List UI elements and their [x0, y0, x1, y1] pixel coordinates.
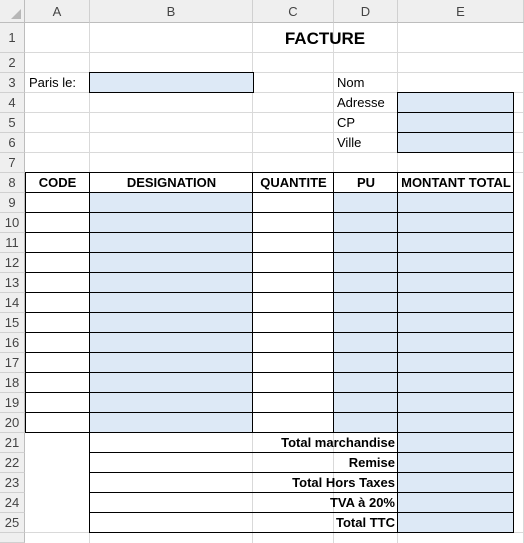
remise-label: Remise	[348, 455, 395, 470]
ville-label: Ville	[337, 135, 362, 150]
client-info-border	[397, 92, 514, 153]
table-border	[333, 172, 334, 433]
table-border	[513, 92, 514, 533]
header-pu: PU	[356, 175, 376, 190]
row-header-7[interactable]: 7	[0, 153, 25, 173]
cell-border	[397, 112, 514, 113]
row-header-22[interactable]: 22	[0, 453, 25, 473]
invoice-title: FACTURE	[284, 29, 366, 48]
header-code: CODE	[38, 175, 77, 190]
row-header-24[interactable]: 24	[0, 493, 25, 513]
row-header-25[interactable]: 25	[0, 513, 25, 533]
row-header-19[interactable]: 19	[0, 393, 25, 413]
row-header-2[interactable]: 2	[0, 53, 25, 73]
table-border	[25, 172, 26, 433]
table-border	[252, 172, 253, 433]
table-border	[25, 312, 514, 313]
row-header-8[interactable]: 8	[0, 173, 25, 193]
tva-label: TVA à 20%	[329, 495, 395, 510]
table-border	[25, 272, 514, 273]
row-header-14[interactable]: 14	[0, 293, 25, 313]
table-border	[25, 232, 514, 233]
table-border	[25, 372, 514, 373]
row-header-23[interactable]: 23	[0, 473, 25, 493]
row-header-11[interactable]: 11	[0, 233, 25, 253]
select-all-corner[interactable]	[0, 0, 25, 23]
table-border	[25, 192, 514, 193]
row-header-12[interactable]: 12	[0, 253, 25, 273]
table-border	[25, 292, 514, 293]
column-header-b[interactable]: B	[90, 0, 253, 23]
table-border	[397, 172, 398, 533]
cp-label: CP	[337, 115, 356, 130]
nom-label: Nom	[337, 75, 365, 90]
row-header-20[interactable]: 20	[0, 413, 25, 433]
row-header-10[interactable]: 10	[0, 213, 25, 233]
table-border	[25, 172, 514, 173]
paris-label: Paris le:	[29, 75, 76, 90]
header-quantite: QUANTITE	[260, 175, 327, 190]
table-border	[25, 332, 514, 333]
header-montant-total: MONTANT TOTAL	[401, 175, 511, 190]
column-header-d[interactable]: D	[334, 0, 398, 23]
adresse-label: Adresse	[337, 95, 385, 110]
row-header-3[interactable]: 3	[0, 73, 25, 93]
cell-border	[397, 132, 514, 133]
table-border	[25, 412, 514, 413]
row-header-21[interactable]: 21	[0, 433, 25, 453]
totals-value-cells[interactable]	[398, 433, 514, 533]
row-header-9[interactable]: 9	[0, 193, 25, 213]
row-header-18[interactable]: 18	[0, 373, 25, 393]
total-hors-taxes-label: Total Hors Taxes	[292, 475, 395, 490]
row-header-13[interactable]: 13	[0, 273, 25, 293]
total-marchandise-label: Total marchandise	[281, 435, 395, 450]
row-header-1[interactable]: 1	[0, 23, 25, 53]
row-header-5[interactable]: 5	[0, 113, 25, 133]
row-header-26[interactable]	[0, 533, 25, 543]
date-input-cell[interactable]	[89, 72, 254, 93]
row-header-15[interactable]: 15	[0, 313, 25, 333]
montant-input-cells[interactable]	[398, 193, 514, 433]
row-header-16[interactable]: 16	[0, 333, 25, 353]
pu-input-cells[interactable]	[334, 193, 398, 433]
table-border	[25, 212, 514, 213]
row-header-17[interactable]: 17	[0, 353, 25, 373]
column-header-c[interactable]: C	[253, 0, 334, 23]
designation-input-cells[interactable]	[90, 193, 253, 433]
table-border	[25, 252, 514, 253]
table-border	[25, 352, 514, 353]
total-ttc-label: Total TTC	[336, 515, 395, 530]
header-designation: DESIGNATION	[126, 175, 217, 190]
row-header-6[interactable]: 6	[0, 133, 25, 153]
table-border	[25, 392, 514, 393]
select-all-triangle-icon	[11, 9, 21, 19]
column-header-a[interactable]: A	[25, 0, 90, 23]
row-header-4[interactable]: 4	[0, 93, 25, 113]
column-header-e[interactable]: E	[398, 0, 524, 23]
